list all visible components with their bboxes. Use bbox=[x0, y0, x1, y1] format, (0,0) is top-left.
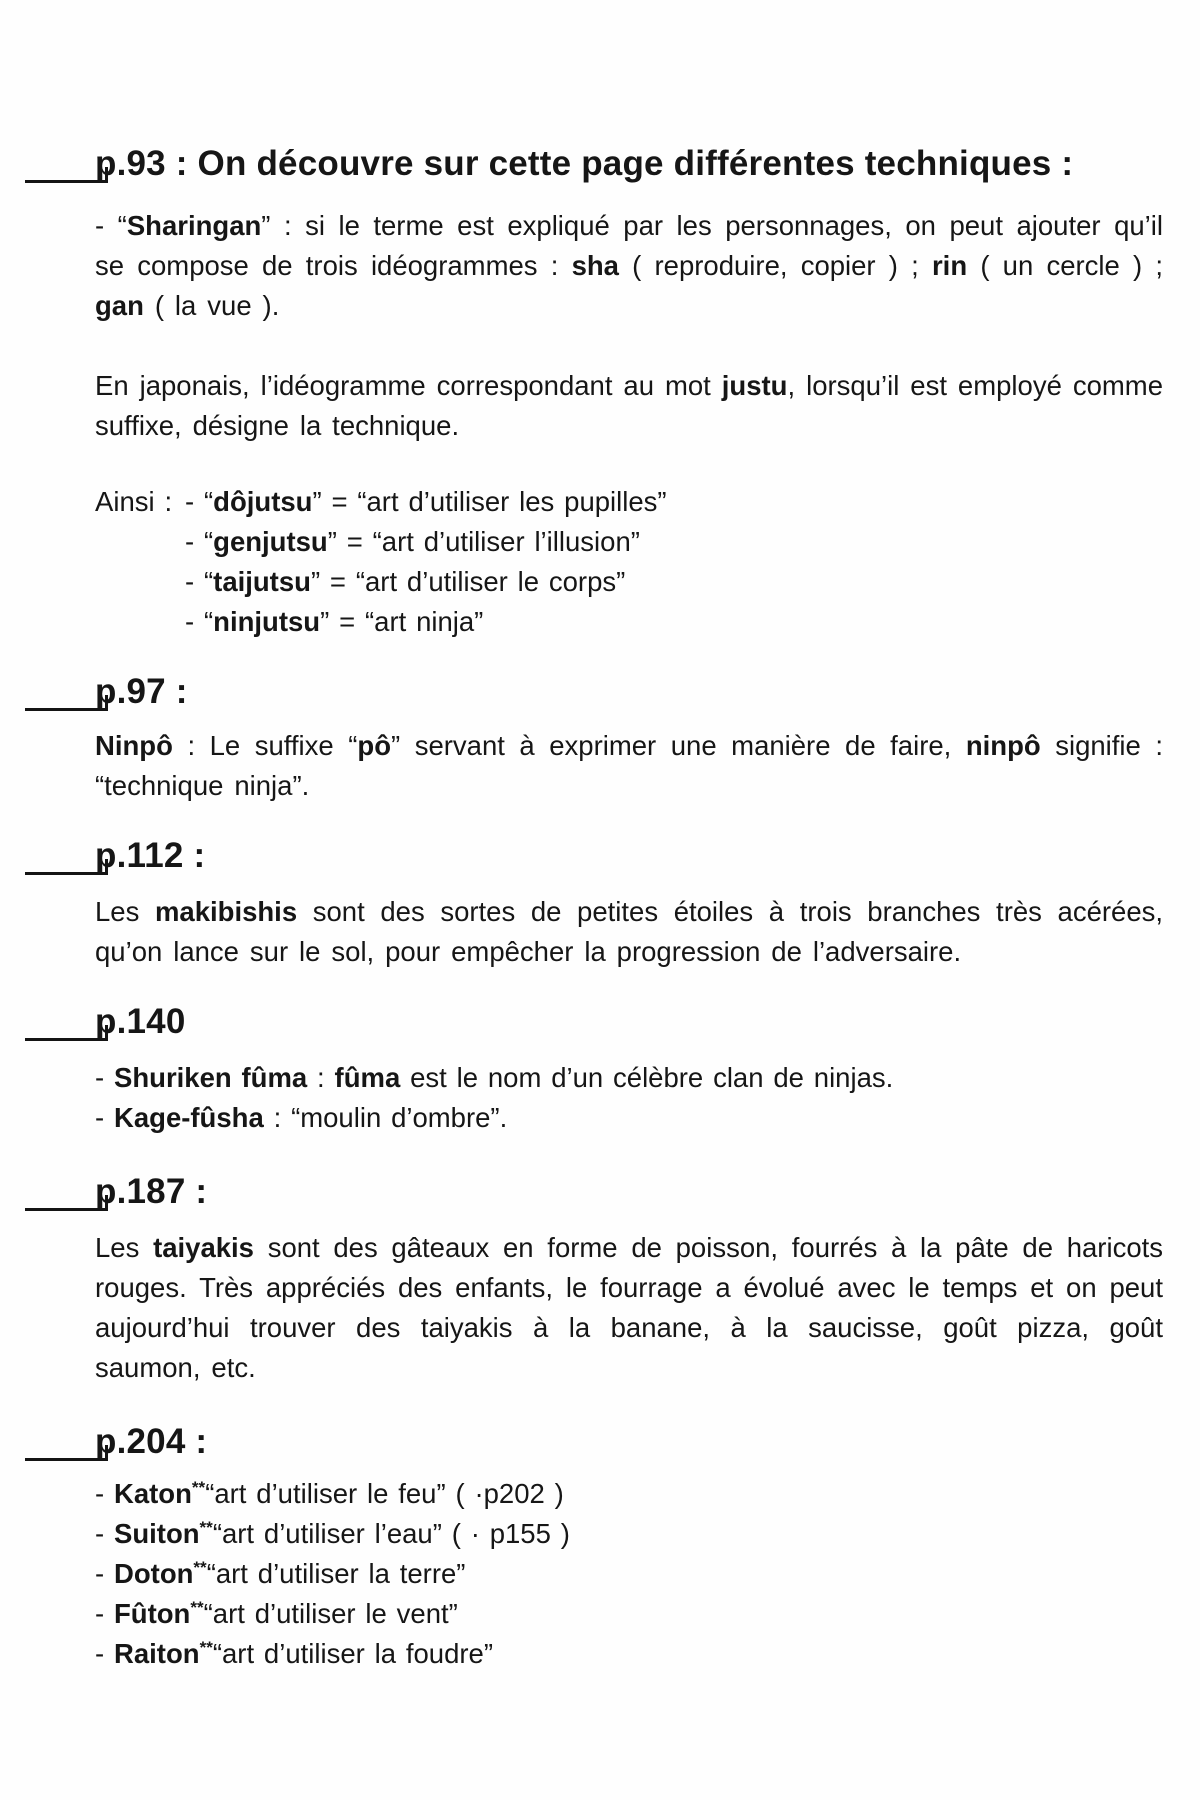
section-p97 bbox=[95, 670, 1163, 806]
heading-p187-text: p.187 : bbox=[95, 1172, 208, 1211]
jutsu-list-lead: Ainsi : bbox=[95, 486, 173, 517]
element-desc: “art d’utiliser la terre” bbox=[206, 1558, 466, 1589]
heading-p93-text: p.93 : On découvre sur cette page différentes techniques : bbox=[95, 144, 1074, 183]
element-name: - Raiton** bbox=[95, 1637, 213, 1669]
list-item-doton bbox=[95, 1554, 1163, 1594]
section-p93 bbox=[95, 142, 1163, 642]
heading-p112 bbox=[95, 834, 1163, 878]
list-item-raiton bbox=[95, 1634, 1163, 1674]
heading-p204 bbox=[95, 1420, 1163, 1464]
section-p140 bbox=[95, 1000, 1163, 1138]
para-sharingan: - “Sharingan” : si le terme est expliqué par les personnages, on peut ajouter qu’il se compose de trois idéogrammes : sha ( reproduire, copier ) ; rin ( un cercle ) ; gan ( la vue ). bbox=[95, 210, 1163, 321]
element-name: - Katon** bbox=[95, 1477, 206, 1509]
heading-p93 bbox=[95, 142, 1163, 186]
list-item-ninjutsu: - “ninjutsu” = “art ninja” bbox=[185, 606, 484, 637]
heading-p97-text: p.97 : bbox=[95, 672, 188, 711]
heading-p187 bbox=[95, 1170, 1163, 1214]
list-item-kagefusha: - Kage-fûsha : “moulin d’ombre”. bbox=[95, 1102, 508, 1133]
para-makibishis: Les makibishis sont des sortes de petites étoiles à trois branches très acérées, qu’on lance sur le sol, pour empêcher la progression de l’adversaire. bbox=[95, 896, 1164, 967]
element-desc: “art d’utiliser le feu” ( ·p202 ) bbox=[205, 1478, 564, 1509]
element-desc: “art d’utiliser le vent” bbox=[203, 1598, 458, 1629]
element-name: - Doton** bbox=[95, 1557, 207, 1589]
element-name: - Suiton** bbox=[95, 1517, 213, 1549]
jutsu-list bbox=[95, 482, 1163, 642]
para-taiyakis: Les taiyakis sont des gâteaux en forme de poisson, fourrés à la pâte de haricots rouges. Très appréciés des enfants, le fourrage a évolué avec le temps et on peut aujourd’hui trouver des taiyakis à la banane, à la saucisse, goût pizza, goût saumon, etc. bbox=[95, 1232, 1163, 1383]
list-item-dojutsu: - “dôjutsu” = “art d’utiliser les pupilles” bbox=[185, 486, 667, 517]
list-item-genjutsu: - “genjutsu” = “art d’utiliser l’illusion” bbox=[185, 526, 640, 557]
list-item-shuriken: - Shuriken fûma : fûma est le nom d’un célèbre clan de ninjas. bbox=[95, 1062, 894, 1093]
heading-p204-text: p.204 : bbox=[95, 1422, 208, 1461]
section-p112 bbox=[95, 834, 1163, 972]
section-p187 bbox=[95, 1170, 1163, 1388]
element-name: - Fûton** bbox=[95, 1597, 204, 1629]
section-p204 bbox=[95, 1420, 1163, 1674]
element-desc: “art d’utiliser l’eau” ( · p155 ) bbox=[212, 1518, 570, 1549]
heading-p97 bbox=[95, 670, 1163, 714]
para-ninpo: Ninpô : Le suffixe “pô” servant à exprimer une manière de faire, ninpô signifie : “technique ninja”. bbox=[95, 730, 1163, 801]
heading-p140-text: p.140 bbox=[95, 1002, 186, 1041]
element-desc: “art d’utiliser la foudre” bbox=[212, 1638, 494, 1669]
list-item-taijutsu: - “taijutsu” = “art d’utiliser le corps” bbox=[185, 566, 626, 597]
list-item-futon bbox=[95, 1594, 1163, 1634]
jutsu-list-items bbox=[185, 482, 1163, 642]
heading-p112-text: p.112 : bbox=[95, 836, 206, 875]
heading-p140 bbox=[95, 1000, 1163, 1044]
list-item-suiton bbox=[95, 1514, 1163, 1554]
para-japonais: En japonais, l’idéogramme correspondant au mot justu, lorsqu’il est employé comme suffixe, désigne la technique. bbox=[95, 370, 1163, 441]
list-item-katon bbox=[95, 1474, 1163, 1514]
